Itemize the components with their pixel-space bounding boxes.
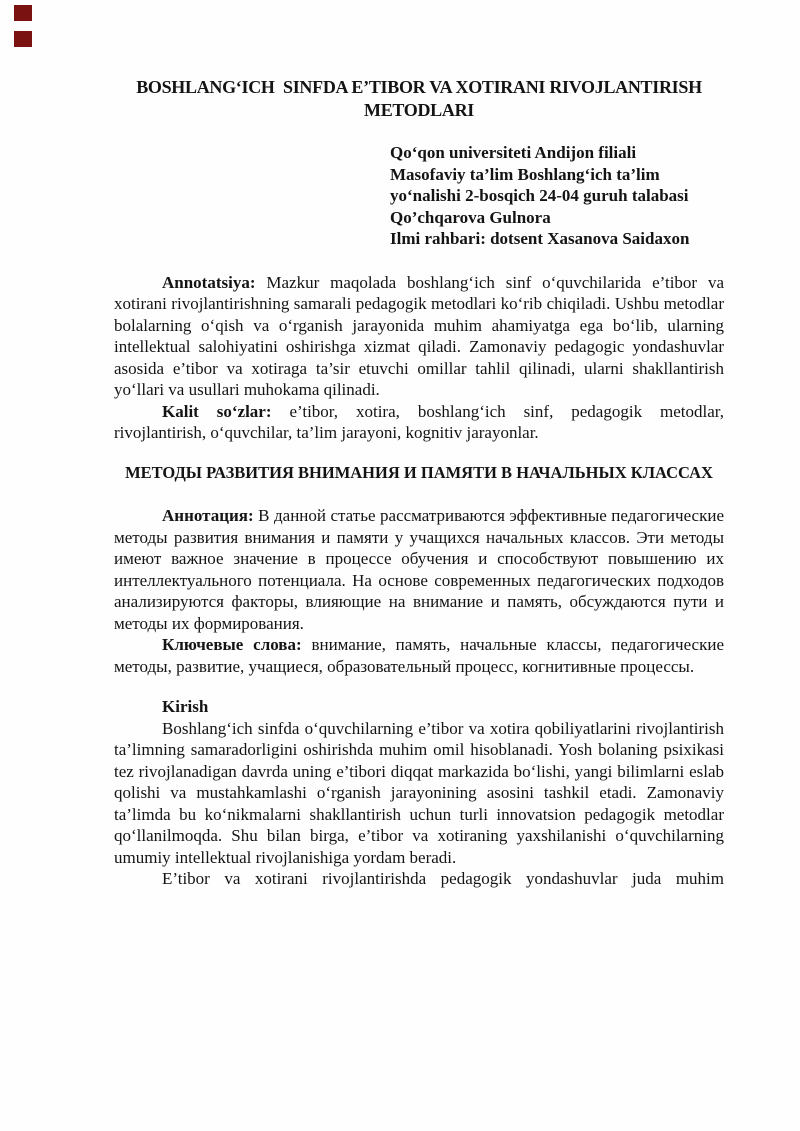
corner-marker-top [14, 5, 32, 21]
uz-keywords-text: e’tibor, xotira, boshlang‘ich sinf, pedagogik metodlar, rivojlantirish, o‘quvchilar, ta’lim jarayoni, kognitiv jarayonlar. [114, 401, 724, 442]
article-title-line-2: METODLARI [364, 99, 474, 120]
uz-annotation-paragraph [114, 272, 724, 401]
article-title [114, 76, 724, 121]
intro-heading-label: Kirish [162, 697, 209, 716]
author-line-student-name: Qo’chqarova Gulnora [390, 207, 551, 227]
ru-annotation-label: Аннотация: [162, 506, 254, 525]
author-line-advisor: Ilmi rahbari: dotsent Xasanova Saidaxon [390, 229, 690, 248]
author-block [390, 142, 724, 250]
uz-keywords-label: Kalit so‘zlar: [162, 401, 272, 421]
intro-paragraph-1: Boshlang‘ich sinfda o‘quvchilarning e’tibor va xotira qobiliyatlarini rivojlantirish ta’limning samaradorligini oshirishda muhim omil hisoblanadi. Yosh bolaning psixikasi tez rivojlanadigan davrda uning e’tibori diqqat markazida bo‘lishi, yangi bilimlarni eslab qolishi va mustahkamlashi o‘rganish jarayonining asosini tashkil etadi. Zamonaviy ta’limda bu ko‘nikmalarni shakllantirish uchun turli innovatsion pedagogik metodlar qo‘llanilmoqda. Shu bilan birga, e’tibor va xotiraning yaxshilanishi o‘quvchilarning umumiy intellektual rivojlanishiga yordam beradi. [114, 718, 724, 867]
author-line-university: Qo‘qon universiteti Andijon filiali [390, 143, 637, 162]
intro-paragraph-2: E’tibor va xotirani rivojlantirishda pedagogik yondashuvlar juda muhim [162, 869, 724, 888]
intro-heading [114, 696, 724, 718]
ru-annotation-paragraph [114, 505, 724, 634]
author-line-program-2: yo‘nalishi 2-bosqich 24-04 guruh talabasi [390, 186, 689, 205]
ru-section-heading: МЕТОДЫ РАЗВИТИЯ ВНИМАНИЯ И ПАМЯТИ В НАЧАЛЬНЫХ КЛАССАХ [125, 462, 713, 482]
author-line-program-1: Masofaviy ta’lim Boshlang‘ich ta’lim [390, 164, 660, 184]
article-title-line-1: BOSHLANG‘ICH SINFDA E’TIBOR VA XOTIRANI RIVOJLANTIRISH [136, 77, 702, 97]
uz-keywords-paragraph [114, 401, 724, 444]
uz-annotation-text: Mazkur maqolada boshlang‘ich sinf o‘quvchilarida e’tibor va xotirani rivojlantirishning samarali pedagogik metodlari ko‘rib chiqiladi. Ushbu metodlar bolalarning o‘qish va o‘rganish jarayonida muhim ahamiyatga ega bo‘lib, ularning intellektual salohiyatini oshirishga xizmat qiladi. Zamonaviy pedagogic yondashuvlar asosida e’tibor va xotiraga ta’sir etuvchi omillar tahlil qilinadi, ularni shakllantirish yo‘llari va usullari muhokama qilinadi. [114, 272, 724, 399]
ru-keywords-text: внимание, память, начальные классы, педагогические методы, развитие, учащиеся, образовательный процесс, когнитивные процессы. [114, 635, 725, 676]
ru-keywords-label: Ключевые слова: [162, 635, 302, 654]
ru-keywords-paragraph [114, 634, 724, 677]
corner-marker-bottom [14, 31, 32, 47]
uz-annotation-label: Annotatsiya: [162, 272, 256, 292]
ru-annotation-text: В данной статье рассматриваются эффективные педагогические методы развития внимания и памяти у учащихся начальных классов. Эти методы имеют важное значение в процессе обучения и способствуют повышению их интеллектуального потенциала. На основе современных педагогических подходов анализируются факторы, влияющие на внимание и память, обсуждаются пути и методы их формирования. [114, 506, 724, 633]
document-content [114, 0, 724, 890]
